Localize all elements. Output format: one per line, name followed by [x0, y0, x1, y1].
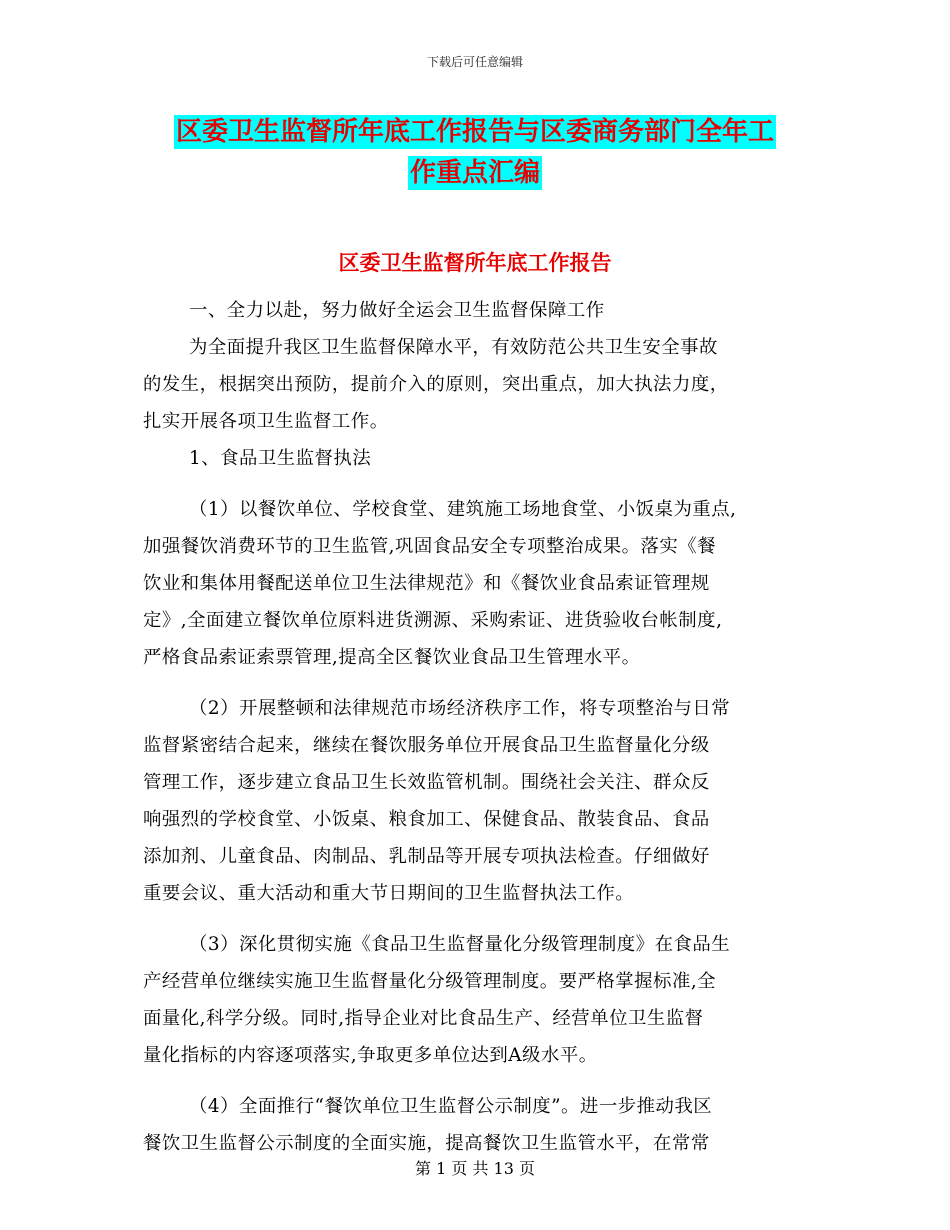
- paragraph-line: 饮业和集体用餐配送单位卫生法律规范》和《餐饮业食品索证管理规: [143, 573, 710, 594]
- paragraph-line: 响强烈的学校食堂、小饭桌、粮食加工、保健食品、散装食品、食品: [143, 809, 710, 830]
- paragraph-line: 管理工作，逐步建立食品卫生长效监管机制。围绕社会关注、群众反: [143, 772, 710, 793]
- document-body: [143, 292, 808, 1162]
- paragraph-line: 加强餐饮消费环节的卫生监管,巩固食品安全专项整治成果。落实《餐: [143, 536, 717, 557]
- paragraph-line: 监督紧密结合起来，继续在餐饮服务单位开展食品卫生监督量化分级: [143, 735, 710, 756]
- header-note: 下载后可任意编辑: [426, 55, 523, 69]
- subheading-food-hygiene: 1、食品卫生监督执法: [189, 448, 372, 469]
- paragraph-line: （1）以餐饮单位、学校食堂、建筑施工场地食堂、小饭桌为重点,: [189, 499, 737, 520]
- paragraph-line: （3）深化贯彻实施《食品卫生监督量化分级管理制度》在食品生: [189, 934, 731, 955]
- paragraph-line: （4）全面推行“餐饮单位卫生监督公示制度”。进一步推动我区: [189, 1096, 713, 1117]
- document-title-line-1: [0, 112, 950, 152]
- paragraph-line: 量化指标的内容逐项落实,争取更多单位达到A级水平。: [143, 1045, 598, 1066]
- paragraph-line: 严格食品索证索票管理,提高全区餐饮业食品卫生管理水平。: [143, 647, 641, 668]
- document-title-text-2: 作重点汇编: [409, 158, 540, 188]
- paragraph-line: 扎实开展各项卫生监督工作。: [143, 411, 389, 432]
- heading-1: 一、全力以赴，努力做好全运会卫生监督保障工作: [189, 300, 605, 321]
- paragraph-line: 餐饮卫生监督公示制度的全面实施，提高餐饮卫生监管水平，在常常: [143, 1133, 710, 1154]
- paragraph-line: 添加剂、儿童食品、肉制品、乳制品等开展专项执法检查。仔细做好: [143, 846, 710, 867]
- paragraph-line: 定》,全面建立餐饮单位原料进货溯源、采购索证、进货验收台帐制度,: [143, 610, 723, 631]
- paragraph-line: 产经营单位继续实施卫生监督量化分级管理制度。要严格掌握标准,全: [143, 971, 717, 992]
- paragraph-line: 面量化,科学分级。同时,指导企业对比食品生产、经营单位卫生监督: [143, 1008, 704, 1029]
- document-title-line-2: [0, 153, 950, 193]
- paragraph-line: 为全面提升我区卫生监督保障水平，有效防范公共卫生安全事故: [189, 337, 718, 358]
- paragraph-line: （2）开展整顿和法律规范市场经济秩序工作，将专项整治与日常: [189, 698, 731, 719]
- paragraph-line: 重要会议、重大活动和重大节日期间的卫生监督执法工作。: [143, 883, 635, 904]
- document-title-text-1: 区委卫生监督所年底工作报告与区委商务部门全年工: [175, 117, 774, 147]
- paragraph-line: 的发生，根据突出预防，提前介入的原则，突出重点，加大执法力度，: [143, 374, 729, 395]
- section-title: 区委卫生监督所年底工作报告: [338, 251, 612, 275]
- page-number: 第 1 页 共 13 页: [415, 1159, 535, 1178]
